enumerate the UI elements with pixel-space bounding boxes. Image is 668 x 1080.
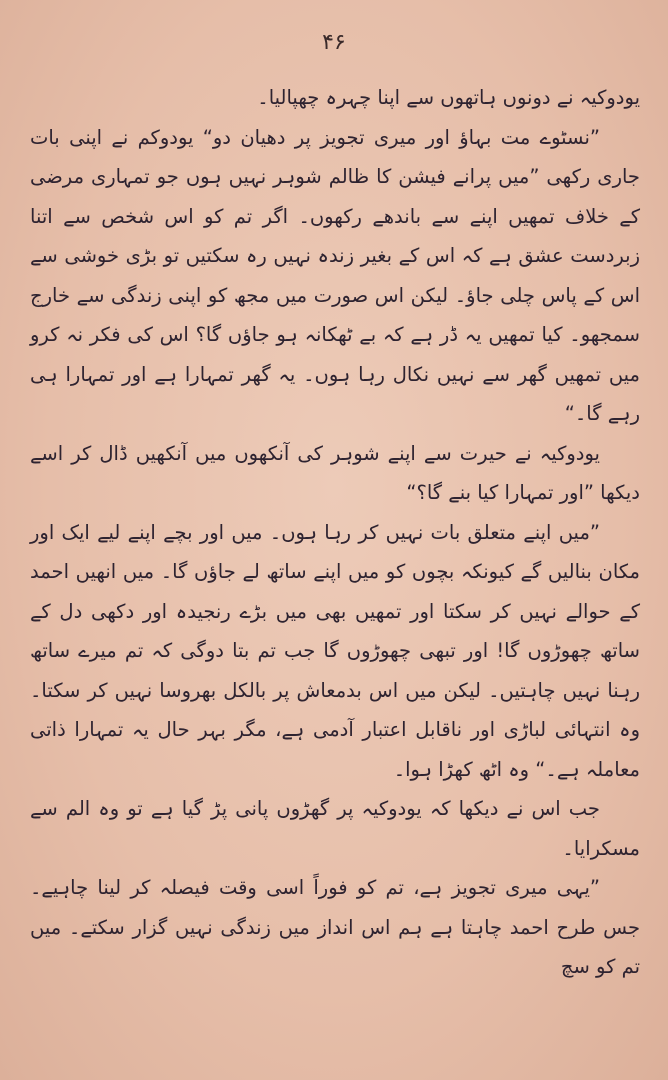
page-text [30,78,640,987]
paragraph-1: یودوکیہ نے دونوں ہاتھوں سے اپنا چہرہ چھپالیا۔ [257,86,640,109]
paragraph-5: جب اس نے دیکھا کہ یودوکیہ پر گھڑوں پانی پڑ گیا ہے تو وہ الم سے مسکرایا۔ [30,797,640,860]
paragraph-6: ”یہی میری تجویز ہے، تم کو فوراً اسی وقت فیصلہ کر لینا چاہیے۔ جس طرح احمد چاہتا ہے ہم اس انداز میں زندگی نہیں گزار سکتے۔ میں تم کو سچ [30,876,640,978]
paragraph-4: ”میں اپنے متعلق بات نہیں کر رہا ہوں۔ میں اور بچے اپنے لیے ایک اور مکان بنالیں گے کیونکہ بچوں کو میں اپنے ساتھ لے جاؤں گا۔ میں انھیں احمد کے حوالے نہیں کر سکتا اور تمھیں بھی میں بڑے رنجیدہ اور دکھی دل کے ساتھ چھوڑوں گا! اور تبھی چھوڑوں گا جب تم بتا دوگی کہ تم میرے ساتھ رہنا نہیں چاہتیں۔ لیکن میں اس بدمعاش پر بالکل بھروسا نہیں کر سکتا۔ وہ انتہائی لباڑی اور ناقابل اعتبار آدمی ہے، مگر بہر حال یہ تمہارا ذاتی معاملہ ہے۔“ وہ اٹھ کھڑا ہوا۔ [30,520,640,781]
page-number: ۴۶ [322,30,346,55]
paragraph-2: ”نسٹوے مت بہاؤ اور میری تجویز پر دھیان دو“ یودوکم نے اپنی بات جاری رکھی ”میں پرانے فیشن کا ظالم شوہر نہیں ہوں جو تمہاری مرضی کے خلاف تمھیں اپنے سے باندھے رکھوں۔ اگر تم کو اس شخص سے اتنا زبردست عشق ہے کہ اس کے بغیر زندہ نہیں رہ سکتیں تو بڑی خوشی سے اس کے پاس چلی جاؤ۔ لیکن اس صورت میں مجھ کو اپنی زندگی سے خارج سمجھو۔ کیا تمھیں یہ ڈر ہے کہ بے ٹھکانہ ہو جاؤں گا؟ اس کی فکر نہ کرو میں تمھیں گھر سے نہیں نکال رہا ہوں۔ یہ گھر تمہارا ہے اور تمہارا ہی رہے گا۔“ [30,125,640,425]
paragraph-3: یودوکیہ نے حیرت سے اپنے شوہر کی آنکھوں میں آنکھیں ڈال کر اسے دیکھا ”اور تمہارا کیا بنے گا؟“ [30,441,640,504]
